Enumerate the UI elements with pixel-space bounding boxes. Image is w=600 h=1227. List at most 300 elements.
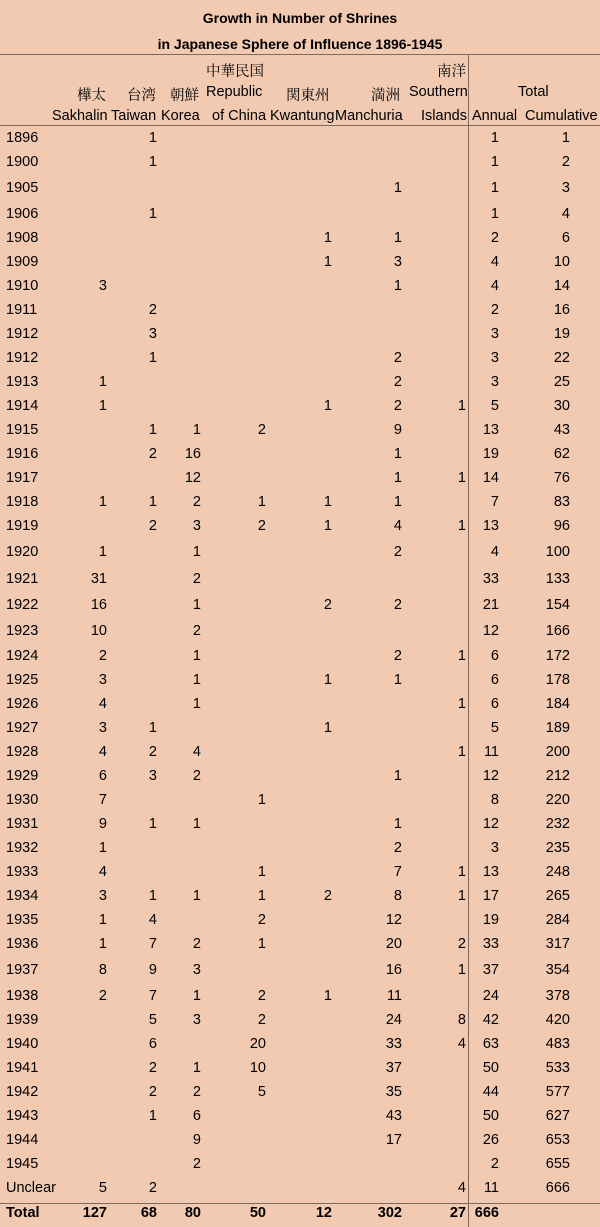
cell-sou: 1 (457, 470, 466, 486)
cell-ann: 17 (482, 888, 499, 904)
cell-cum: 220 (545, 792, 570, 808)
cell-man: 1 (393, 494, 402, 510)
table-row (0, 442, 600, 466)
cell-cum: 16 (553, 302, 570, 318)
cell-year: 1933 (6, 864, 39, 880)
cell-cum: 172 (545, 648, 570, 664)
cell-chi: 1 (257, 888, 266, 904)
cell-kwa: 1 (323, 672, 332, 688)
cell-man: 302 (377, 1205, 402, 1221)
cell-sak: 2 (98, 648, 107, 664)
cell-kwa: 1 (323, 398, 332, 414)
cell-ann: 13 (482, 518, 499, 534)
cell-ann: 7 (490, 494, 499, 510)
cell-kor: 2 (192, 571, 201, 587)
cell-kor: 1 (192, 544, 201, 560)
cell-sak: 3 (98, 720, 107, 736)
table-row (0, 466, 600, 490)
cell-sak: 7 (98, 792, 107, 808)
table-row (0, 1008, 600, 1032)
cell-cum: 154 (545, 597, 570, 613)
cell-tai: 1 (148, 1108, 157, 1124)
cell-sak: 3 (98, 672, 107, 688)
table-row (0, 298, 600, 322)
cell-man: 3 (393, 254, 402, 270)
cell-year: 1943 (6, 1108, 39, 1124)
cell-man: 35 (385, 1084, 402, 1100)
cell-year: 1932 (6, 840, 39, 856)
cell-tai: 2 (148, 518, 157, 534)
cell-tai: 7 (148, 988, 157, 1004)
cell-ann: 5 (490, 398, 499, 414)
cell-sak: 4 (98, 744, 107, 760)
cell-kor: 2 (192, 1156, 201, 1172)
cell-kwa: 1 (323, 254, 332, 270)
table-row (0, 490, 600, 514)
cell-tai: 1 (148, 350, 157, 366)
cell-cum: 178 (545, 672, 570, 688)
cell-chi: 1 (257, 936, 266, 952)
cell-tai: 4 (148, 912, 157, 928)
table-row (0, 1176, 600, 1200)
cell-sak: 1 (98, 936, 107, 952)
cell-ann: 4 (490, 254, 499, 270)
cell-kwa: 1 (323, 988, 332, 1004)
cell-tai: 1 (148, 888, 157, 904)
cell-sak: 4 (98, 864, 107, 880)
table-row (0, 346, 600, 370)
cell-man: 1 (393, 768, 402, 784)
total-row (0, 1200, 600, 1226)
table-row (0, 740, 600, 764)
cell-ann: 44 (482, 1084, 499, 1100)
cell-year: 1927 (6, 720, 39, 736)
cell-man: 2 (393, 544, 402, 560)
header-southern-jp: 南洋 (437, 64, 466, 80)
cell-kor: 9 (192, 1132, 201, 1148)
cell-year: 1929 (6, 768, 39, 784)
table-row (0, 250, 600, 274)
cell-kor: 6 (192, 1108, 201, 1124)
cell-ann: 42 (482, 1012, 499, 1028)
cell-cum: 653 (545, 1132, 570, 1148)
cell-tai: 2 (148, 744, 157, 760)
cell-cum: 22 (553, 350, 570, 366)
cell-cum: 655 (545, 1156, 570, 1172)
cell-cum: 189 (545, 720, 570, 736)
cell-year: 1920 (6, 544, 39, 560)
cell-ann: 2 (490, 230, 499, 246)
cell-cum: 378 (545, 988, 570, 1004)
cell-man: 2 (393, 648, 402, 664)
cell-year: 1925 (6, 672, 39, 688)
table-title: Growth in Number of Shrines (202, 10, 398, 26)
cell-sou: 4 (457, 1036, 466, 1052)
cell-ann: 13 (482, 864, 499, 880)
cell-cum: 577 (545, 1084, 570, 1100)
table-row (0, 1056, 600, 1080)
cell-chi: 1 (257, 864, 266, 880)
table-row (0, 1152, 600, 1176)
cell-sak: 8 (98, 962, 107, 978)
cell-ann: 1 (490, 130, 499, 146)
cell-chi: 20 (249, 1036, 266, 1052)
cell-tai: 2 (148, 302, 157, 318)
cell-cum: 354 (545, 962, 570, 978)
table-row (0, 1080, 600, 1104)
cell-kor: 1 (192, 696, 201, 712)
cell-man: 24 (385, 1012, 402, 1028)
cell-sou: 4 (457, 1180, 466, 1196)
cell-cum: 14 (553, 278, 570, 294)
cell-kor: 12 (184, 470, 201, 486)
cell-ann: 1 (490, 206, 499, 222)
cell-man: 2 (393, 398, 402, 414)
cell-man: 1 (393, 446, 402, 462)
cell-kor: 1 (192, 648, 201, 664)
cell-man: 1 (393, 672, 402, 688)
table-row (0, 226, 600, 250)
cell-sou: 1 (457, 648, 466, 664)
cell-kor: 80 (184, 1205, 201, 1221)
cell-sak: 5 (98, 1180, 107, 1196)
cell-chi: 2 (257, 518, 266, 534)
cell-year: 1937 (6, 962, 39, 978)
cell-tai: 9 (148, 962, 157, 978)
cell-chi: 1 (257, 494, 266, 510)
cell-sak: 1 (98, 840, 107, 856)
cell-year: 1896 (6, 130, 39, 146)
cell-cum: 4 (561, 206, 570, 222)
cell-man: 1 (393, 470, 402, 486)
cell-year: 1942 (6, 1084, 39, 1100)
cell-chi: 2 (257, 988, 266, 1004)
cell-ann: 19 (482, 446, 499, 462)
cell-kor: 1 (192, 1060, 201, 1076)
cell-cum: 6 (561, 230, 570, 246)
cell-year: 1939 (6, 1012, 39, 1028)
cell-cum: 317 (545, 936, 570, 952)
table-row (0, 274, 600, 298)
cell-man: 8 (393, 888, 402, 904)
cell-chi: 50 (249, 1205, 266, 1221)
cell-cum: 25 (553, 374, 570, 390)
cell-man: 11 (386, 988, 402, 1004)
cell-year: 1945 (6, 1156, 39, 1172)
table-row (0, 370, 600, 394)
cell-sak: 6 (98, 768, 107, 784)
cell-cum: 96 (553, 518, 570, 534)
cell-year: 1928 (6, 744, 39, 760)
cell-tai: 2 (148, 1060, 157, 1076)
cell-sou: 2 (457, 936, 466, 952)
cell-ann: 3 (490, 840, 499, 856)
table-row (0, 716, 600, 740)
cell-cum: 30 (553, 398, 570, 414)
cell-sak: 2 (98, 988, 107, 1004)
cell-year: 1908 (6, 230, 39, 246)
cell-man: 17 (385, 1132, 402, 1148)
cell-man: 2 (393, 350, 402, 366)
cell-man: 2 (393, 597, 402, 613)
cell-ann: 1 (490, 154, 499, 170)
header-kwantung-en: Kwantung (270, 108, 335, 124)
cell-man: 1 (393, 816, 402, 832)
cell-chi: 10 (249, 1060, 266, 1076)
cell-kwa: 1 (323, 494, 332, 510)
table-row (0, 764, 600, 788)
cell-sou: 27 (449, 1205, 466, 1221)
table-row (0, 908, 600, 932)
header-manchuria-en: Manchuria (335, 108, 403, 124)
cell-ann: 63 (482, 1036, 499, 1052)
header-cumulative: Cumulative (525, 108, 598, 124)
cell-man: 20 (385, 936, 402, 952)
cell-sak: 31 (90, 571, 107, 587)
cell-man: 43 (385, 1108, 402, 1124)
table-row (0, 322, 600, 346)
cell-year: 1919 (6, 518, 39, 534)
cell-year: 1940 (6, 1036, 39, 1052)
table-row (0, 1128, 600, 1152)
cell-ann: 4 (490, 278, 499, 294)
header-southern-en2: Islands (421, 108, 467, 124)
cell-kor: 2 (192, 494, 201, 510)
cell-year: Unclear (6, 1180, 56, 1196)
cell-ann: 12 (482, 768, 499, 784)
cell-ann: 12 (482, 816, 499, 832)
header-annual: Annual (472, 108, 518, 124)
cell-kor: 1 (192, 816, 201, 832)
header-total: Total (518, 84, 549, 100)
cell-sak: 9 (98, 816, 107, 832)
cell-ann: 24 (482, 988, 499, 1004)
cell-year: 1926 (6, 696, 39, 712)
cell-year: 1915 (6, 422, 39, 438)
cell-tai: 2 (148, 1180, 157, 1196)
cell-year: 1914 (6, 398, 39, 414)
data-rows (0, 126, 600, 1226)
table-row (0, 956, 600, 984)
cell-sou: 1 (457, 962, 466, 978)
cell-kwa: 1 (323, 518, 332, 534)
cell-man: 12 (385, 912, 402, 928)
cell-cum: 10 (553, 254, 570, 270)
cell-cum: 62 (553, 446, 570, 462)
cell-sou: 1 (457, 398, 466, 414)
cell-kor: 4 (192, 744, 201, 760)
cell-ann: 33 (482, 571, 499, 587)
cell-ann: 3 (490, 350, 499, 366)
cell-tai: 1 (148, 130, 157, 146)
table-row (0, 418, 600, 442)
cell-man: 4 (393, 518, 402, 534)
table-row (0, 812, 600, 836)
cell-kor: 3 (192, 518, 201, 534)
header-sakhalin-jp: 樺太 (77, 88, 106, 104)
cell-ann: 2 (490, 1156, 499, 1172)
cell-ann: 4 (490, 544, 499, 560)
cell-kor: 1 (192, 988, 201, 1004)
table-row (0, 932, 600, 956)
table-row (0, 984, 600, 1008)
header-korea-en: Korea (161, 108, 200, 124)
cell-man: 9 (393, 422, 402, 438)
table-row (0, 394, 600, 418)
cell-tai: 5 (148, 1012, 157, 1028)
cell-year: 1917 (6, 470, 39, 486)
table-row (0, 1104, 600, 1128)
cell-year: 1941 (6, 1060, 39, 1076)
cell-ann: 50 (482, 1108, 499, 1124)
cell-sou: 1 (457, 864, 466, 880)
header-manchuria-jp: 満洲 (371, 88, 400, 104)
table-row (0, 1032, 600, 1056)
cell-year: 1900 (6, 154, 39, 170)
cell-tai: 2 (148, 446, 157, 462)
cell-ann: 2 (490, 302, 499, 318)
cell-cum: 284 (545, 912, 570, 928)
cell-chi: 1 (257, 792, 266, 808)
cell-ann: 6 (490, 648, 499, 664)
cell-ann: 6 (490, 696, 499, 712)
cell-ann: 8 (490, 792, 499, 808)
cell-year: 1944 (6, 1132, 39, 1148)
cell-year: 1921 (6, 571, 39, 587)
cell-year: 1913 (6, 374, 39, 390)
cell-ann: 11 (483, 1180, 499, 1196)
cell-kor: 2 (192, 768, 201, 784)
cell-cum: 184 (545, 696, 570, 712)
cell-ann: 6 (490, 672, 499, 688)
cell-year: 1912 (6, 326, 39, 342)
cell-tai: 7 (148, 936, 157, 952)
cell-kwa: 2 (323, 597, 332, 613)
header-china-en1: Republic (206, 84, 263, 100)
cell-sou: 8 (457, 1012, 466, 1028)
cell-cum: 235 (545, 840, 570, 856)
cell-sak: 1 (98, 912, 107, 928)
cell-cum: 200 (545, 744, 570, 760)
cell-kor: 2 (192, 1084, 201, 1100)
cell-cum: 248 (545, 864, 570, 880)
cell-ann: 12 (482, 623, 499, 639)
cell-ann: 3 (490, 326, 499, 342)
table-row (0, 618, 600, 644)
cell-sou: 1 (457, 696, 466, 712)
cell-man: 33 (385, 1036, 402, 1052)
cell-kor: 1 (192, 597, 201, 613)
cell-kwa: 1 (323, 230, 332, 246)
table-row (0, 692, 600, 716)
table-row (0, 860, 600, 884)
cell-ann: 37 (482, 962, 499, 978)
cell-tai: 1 (148, 816, 157, 832)
cell-ann: 19 (482, 912, 499, 928)
cell-ann: 33 (482, 936, 499, 952)
table-row (0, 566, 600, 592)
cell-cum: 533 (545, 1060, 570, 1076)
cell-kor: 1 (192, 422, 201, 438)
cell-cum: 3 (561, 180, 570, 196)
table-row (0, 202, 600, 226)
cell-tai: 68 (140, 1205, 157, 1221)
cell-tai: 2 (148, 1084, 157, 1100)
cell-tai: 1 (148, 720, 157, 736)
table-row (0, 668, 600, 692)
cell-kor: 2 (192, 623, 201, 639)
cell-sak: 3 (98, 278, 107, 294)
cell-cum: 265 (545, 888, 570, 904)
header-korea-jp: 朝鮮 (170, 88, 199, 104)
cell-ann: 26 (482, 1132, 499, 1148)
table-row (0, 836, 600, 860)
header-taiwan-en: Taiwan (111, 108, 157, 124)
cell-kor: 3 (192, 962, 201, 978)
cell-year: 1936 (6, 936, 39, 952)
cell-sak: 10 (90, 623, 107, 639)
cell-year: 1912 (6, 350, 39, 366)
cell-sak: 4 (98, 696, 107, 712)
cell-year: 1911 (6, 302, 38, 318)
header-sakhalin-en: Sakhalin (52, 108, 108, 124)
cell-cum: 43 (553, 422, 570, 438)
cell-year: 1938 (6, 988, 39, 1004)
cell-sou: 1 (457, 888, 466, 904)
header-china-en2: of China (212, 108, 267, 124)
cell-ann: 3 (490, 374, 499, 390)
cell-cum: 2 (561, 154, 570, 170)
cell-sak: 3 (98, 888, 107, 904)
cell-cum: 627 (545, 1108, 570, 1124)
cell-man: 37 (385, 1060, 402, 1076)
cell-man: 16 (385, 962, 402, 978)
cell-tai: 3 (148, 768, 157, 784)
cell-kwa: 1 (323, 720, 332, 736)
cell-year: 1918 (6, 494, 39, 510)
cell-ann: 50 (482, 1060, 499, 1076)
cell-year: 1924 (6, 648, 39, 664)
cell-year: 1916 (6, 446, 39, 462)
table-row (0, 592, 600, 618)
cell-ann: 1 (490, 180, 499, 196)
cell-sou: 1 (457, 518, 466, 534)
table-row (0, 644, 600, 668)
cell-chi: 2 (257, 1012, 266, 1028)
cell-ann: 5 (490, 720, 499, 736)
cell-tai: 1 (148, 154, 157, 170)
cell-tai: 3 (148, 326, 157, 342)
cell-tai: 1 (148, 494, 157, 510)
table-row (0, 788, 600, 812)
table-subtitle: in Japanese Sphere of Influence 1896-1945 (157, 36, 443, 52)
cell-kor: 3 (192, 1012, 201, 1028)
cell-cum: 232 (545, 816, 570, 832)
cell-man: 1 (393, 278, 402, 294)
cell-cum: 133 (545, 571, 570, 587)
table-row (0, 538, 600, 566)
cell-ann: 14 (482, 470, 499, 486)
cell-kor: 1 (192, 672, 201, 688)
table-row (0, 174, 600, 202)
table-row (0, 514, 600, 538)
cell-kwa: 2 (323, 888, 332, 904)
cell-year: 1930 (6, 792, 39, 808)
cell-cum: 666 (545, 1180, 570, 1196)
cell-year: 1905 (6, 180, 39, 196)
cell-sak: 1 (98, 544, 107, 560)
cell-sak: 1 (98, 374, 107, 390)
